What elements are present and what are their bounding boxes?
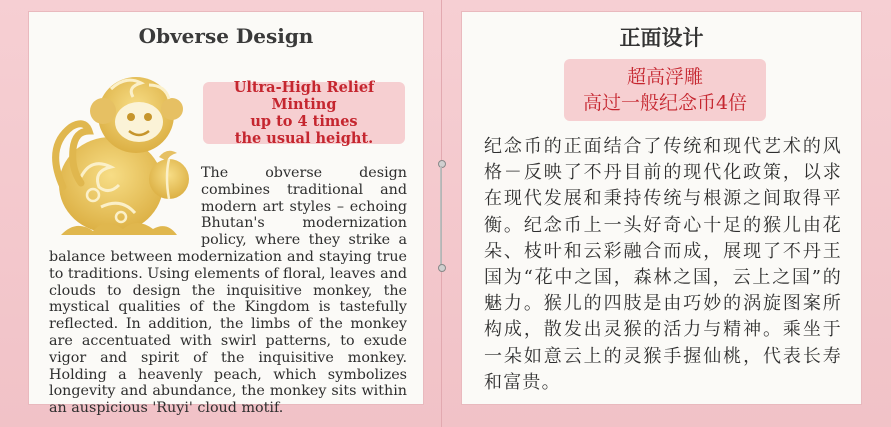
- right-panel-chinese: [461, 11, 862, 405]
- obverse-description-en-text: The obverse design combines traditional and modern art styles – echoing Bhutan's modernization policy, where they strike a balance between modernization and staying true to traditions. Using elements of floral, leaves and clouds to design the inquisitive monkey, the mystical qualities of the Kingdom is tastefully reflected. In addition, the limbs of the monkey are accentuated with swirl patterns, to exude vigor and spirit of the inquisitive monkey. Holding a heavenly peach, which symbolizes longevity and abundance, the monkey sits within an auspicious 'Ruyi' cloud motif.: [49, 165, 407, 417]
- relief-line-zh-1: 超高浮雕: [626, 66, 703, 88]
- ultra-high-relief-callout-zh: [564, 59, 766, 121]
- relief-line-zh-2: 高过一般纪念币4倍: [582, 92, 748, 114]
- binding-stitch: [438, 160, 444, 272]
- obverse-description-en: [49, 165, 407, 417]
- stitch-knot-bottom: [438, 264, 446, 272]
- relief-line-1: Ultra-High Relief Minting: [233, 79, 375, 113]
- obverse-design-title-zh: 正面设计: [619, 25, 704, 50]
- relief-line-2: up to 4 times: [250, 113, 358, 130]
- relief-line-3: the usual height.: [234, 130, 374, 147]
- ultra-high-relief-callout: [203, 79, 405, 147]
- obverse-description-zh: 纪念币的正面结合了传统和现代艺术的风格－反映了不丹目前的现代化政策，以求在现代发展和秉持传统与根源之间取得平衡。纪念币上一头好奇心十足的猴儿由花朵、枝叶和云彩融合而成，展现了不丹王国为“花中之国，森林之国，云上之国”的魅力。猴儿的四肢是由巧妙的涡旋图案所构成，散发出灵猴的活力与精神。乘坐于一朵如意云上的灵猴手握仙桃，代表长寿和富贵。: [484, 136, 842, 393]
- stitch-wire: [440, 166, 442, 266]
- left-panel-english: [28, 11, 424, 417]
- obverse-design-title: Obverse Design: [138, 24, 314, 48]
